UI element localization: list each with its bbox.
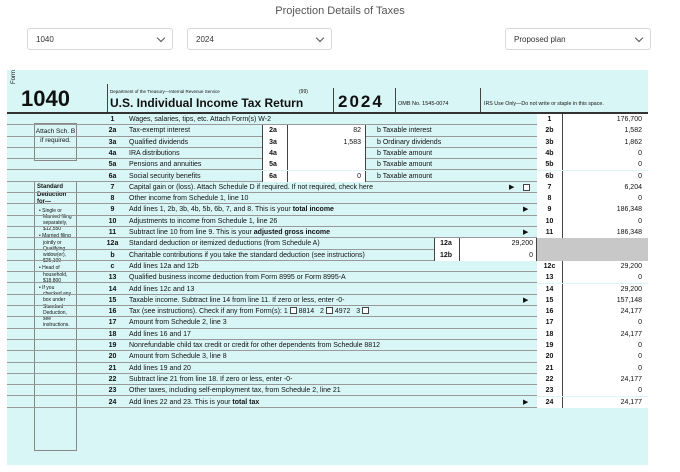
line-description — [129, 374, 292, 385]
omb-number: OMB No. 1545-0074 — [398, 101, 449, 107]
line-description — [129, 329, 191, 340]
right-line-number: 8 — [547, 195, 552, 203]
sub-line-value: 82 — [353, 127, 361, 135]
chevron-down-icon — [635, 33, 643, 41]
line-number: 17 — [108, 319, 117, 327]
arrow-icon: ▶ — [523, 296, 529, 304]
right-line-number: 19 — [545, 342, 554, 349]
form-line-row — [7, 363, 648, 374]
line-desc-text: Add lines 12a and 12b — [129, 262, 199, 270]
sd-item: • Head of household, $18,800 — [39, 265, 68, 284]
line-desc-text: Subtract line 10 from line 9. This is your — [129, 229, 252, 236]
line-number: 15 — [108, 296, 117, 304]
right-line-value: 24,177 — [620, 398, 642, 406]
line-desc-text: Social security benefits — [129, 172, 201, 180]
right-line-description: b Taxable interest — [377, 127, 432, 135]
sub-line-number: 2a — [269, 127, 277, 135]
right-line-value: 176,700 — [616, 116, 642, 123]
arrow-icon: ▶ — [523, 206, 529, 214]
line-number: 2a — [108, 127, 117, 135]
right-line-number: 13 — [545, 274, 554, 282]
right-line-number: 2b — [545, 127, 554, 135]
line-description — [129, 182, 373, 193]
form-line-row — [7, 397, 648, 408]
right-line-number: 4b — [545, 149, 554, 157]
form-line-row — [7, 114, 648, 125]
capital-gain-checkbox[interactable] — [523, 184, 530, 191]
form-8814-checkbox[interactable] — [290, 307, 297, 314]
arrow-icon: ▶ — [523, 398, 529, 406]
form-line-row — [7, 193, 648, 204]
sub-line-number: 4a — [269, 149, 277, 157]
right-line-value: 24,177 — [620, 308, 642, 316]
right-line-number: 17 — [545, 319, 554, 327]
mid-line-value: 29,200 — [511, 240, 533, 248]
chevron-down-icon — [157, 33, 165, 41]
right-line-value: 0 — [638, 319, 642, 327]
line-description — [129, 204, 334, 215]
line-desc-bold: total income — [292, 206, 334, 214]
line-number: 8 — [110, 195, 115, 203]
form-line-row — [7, 272, 648, 283]
line-number: 10 — [108, 217, 117, 225]
line-number: 14 — [108, 285, 117, 293]
right-line-number: 24 — [545, 398, 554, 406]
form-line-row — [7, 340, 648, 351]
line-desc-bold: total tax — [232, 398, 260, 406]
form-line-row — [7, 148, 648, 159]
form-line-row — [7, 351, 648, 362]
right-line-number: 15 — [545, 296, 554, 304]
line-description — [129, 159, 201, 170]
form-select[interactable] — [27, 28, 173, 50]
line-desc-text: Add lines 12c and 13 — [129, 285, 195, 293]
form-line-row — [7, 284, 648, 295]
line-number: 12a — [106, 240, 119, 248]
plan-select-value: Proposed plan — [514, 34, 566, 44]
right-line-value: 0 — [638, 353, 642, 361]
line-desc-text: Tax-exempt interest — [129, 127, 191, 135]
sub-line-number: 3a — [269, 138, 277, 146]
right-line-number: 9 — [547, 206, 552, 214]
right-line-number: 10 — [545, 217, 554, 225]
mid-line-number: 12b — [439, 251, 453, 259]
line-description — [129, 114, 271, 125]
right-line-value: 24,177 — [620, 375, 642, 383]
line-number: 16 — [108, 308, 117, 316]
line-desc-text: Standard deduction or itemized deductions — [129, 240, 262, 248]
right-line-value: 24,177 — [620, 330, 642, 338]
page-title: Projection Details of Taxes — [275, 5, 405, 17]
form-line-row — [7, 137, 648, 148]
line-description — [129, 317, 227, 328]
line-number: 24 — [108, 398, 117, 406]
form-line-row — [7, 261, 648, 272]
right-line-description: b Taxable amount — [377, 172, 433, 180]
line-number: 22 — [108, 375, 117, 383]
right-line-description: b Taxable amount — [377, 161, 433, 169]
standard-deduction-title: Standard Deduction for— — [37, 184, 67, 205]
line-description — [129, 340, 380, 351]
year-select-value: 2024 — [196, 34, 214, 44]
right-line-description: b Ordinary dividends — [377, 138, 442, 146]
line-number: 6a — [108, 172, 117, 180]
form-select-value: 1040 — [36, 34, 54, 44]
right-line-value: 0 — [638, 172, 642, 180]
form-word: Form — [11, 70, 17, 84]
line-desc-text: Adjustments to income from Schedule 1, line 26 — [129, 217, 278, 225]
tax-form-1040 — [7, 70, 648, 465]
form-line-row — [7, 227, 648, 238]
line-desc-text: IRA distributions — [129, 149, 180, 157]
form-3-checkbox[interactable] — [362, 307, 369, 314]
right-line-number: 23 — [545, 387, 554, 395]
line-number: c — [110, 262, 115, 270]
line-number: 1 — [110, 116, 115, 123]
form-4972-label: 4972 — [334, 308, 351, 316]
form-header — [7, 70, 648, 112]
line-description — [129, 148, 180, 159]
sd-item: • Single or Married filing separately, $12,550 — [39, 207, 72, 233]
right-line-description: b Taxable amount — [377, 149, 433, 157]
shaded-area — [537, 238, 648, 261]
right-line-value: 6,204 — [624, 183, 642, 191]
form-line-row — [7, 159, 648, 170]
line-number: 18 — [108, 330, 117, 338]
line-number: 13 — [108, 274, 117, 282]
form-3-label: 3 — [356, 308, 361, 316]
line-desc-text: Add lines 16 and 17 — [129, 330, 191, 338]
line-desc-tail: Subtract line 14 from line 11. If zero or less, enter -0- — [181, 296, 345, 304]
right-line-value: 1,862 — [624, 138, 642, 146]
line-number: 5a — [108, 161, 117, 169]
mid-line-value: 0 — [529, 251, 533, 259]
line-description — [129, 171, 201, 182]
form-line-row — [7, 125, 648, 136]
line-desc-text: Subtract line 21 from line 18. If zero or less, enter -0- — [129, 375, 293, 383]
line-description — [129, 284, 194, 295]
right-line-number: 20 — [545, 353, 554, 361]
sub-line-value: 1,583 — [343, 138, 361, 146]
line-description — [129, 272, 346, 283]
sd-item: • If you checked any box under Standard Deduction, see instructions. — [39, 284, 72, 329]
form-line-row — [7, 216, 648, 227]
line-description — [129, 397, 259, 408]
line-description — [129, 351, 227, 362]
right-line-value: 186,348 — [616, 206, 642, 214]
line-description — [129, 227, 330, 238]
line-desc-text: Add lines 22 and 23. This is your — [129, 398, 231, 406]
right-line-value: 0 — [638, 217, 642, 225]
line-desc-text: Tax (see instructions). Check if any from Form(s): 1 — [129, 308, 288, 316]
sub-line-number: 6a — [269, 172, 277, 180]
right-line-value: 0 — [638, 342, 642, 349]
line-number: 4a — [108, 149, 117, 157]
form-2-label: 2 — [320, 308, 324, 316]
line-desc-text: Charitable contributions if you take the standard deduction (see instructions) — [129, 251, 365, 259]
chevron-down-icon — [316, 33, 324, 41]
line-number: 11 — [108, 229, 117, 236]
line-desc-text: Amount from Schedule 2, line 3 — [129, 319, 227, 327]
irs-use-note: IRS Use Only—Do not write or staple in this space. — [484, 101, 604, 107]
line-desc-text: Qualified business income deduction from Form 8995 or Form 8995-A — [129, 274, 346, 282]
right-line-value: 29,200 — [620, 285, 642, 293]
line-number: b — [110, 251, 115, 259]
form-8814-label: 8814 — [298, 308, 315, 316]
line-description — [129, 125, 190, 136]
right-line-value: 157,148 — [616, 296, 642, 304]
form-line-row — [7, 204, 648, 215]
right-line-number: 3b — [545, 138, 554, 146]
right-line-value: 0 — [638, 161, 642, 169]
line-description — [129, 137, 188, 148]
form-number: 1040 — [21, 86, 70, 111]
form-line-row — [7, 329, 648, 340]
form-line-row — [7, 317, 648, 328]
line-desc-text: Other taxes, including self-employment tax, from Schedule 2, line 21 — [129, 387, 341, 395]
right-line-number: 5b — [545, 161, 554, 169]
right-line-number: 11 — [545, 229, 554, 236]
plan-select[interactable] — [505, 28, 651, 50]
form-line-row — [7, 374, 648, 385]
line-number: 3a — [108, 138, 117, 146]
line-description — [129, 261, 199, 272]
right-line-value: 0 — [638, 274, 642, 282]
line-number: 23 — [108, 387, 117, 395]
line-desc-text: Wages, salaries, tips, etc. Attach Form(s) W-2 — [129, 116, 271, 123]
line-desc-text: Taxable income. — [129, 296, 180, 304]
line-desc-text: Amount from Schedule 3, line 8 — [129, 353, 227, 361]
right-line-value: 1,582 — [624, 127, 642, 135]
right-line-value: 0 — [638, 195, 642, 203]
mid-line-number: 12a — [440, 240, 452, 248]
form-code: (99) — [299, 89, 308, 95]
department-label: Department of the Treasury—Internal Revenue Service — [110, 89, 220, 94]
line-desc-text: Add lines 1, 2b, 3b, 4b, 5b, 6b, 7, and 8. This is your — [129, 206, 291, 214]
line-desc-text: Pensions and annuities — [129, 161, 202, 169]
line-desc-text: Add lines 19 and 20 — [129, 364, 191, 372]
sub-line-number: 5a — [269, 161, 277, 169]
right-line-value: 0 — [638, 387, 642, 395]
right-line-number: 6b — [545, 172, 554, 180]
line-desc-bold: adjusted gross income — [253, 229, 331, 236]
arrow-icon: ▶ — [509, 183, 515, 191]
line-description — [129, 306, 369, 317]
form-line-row — [7, 182, 648, 193]
line-number: 20 — [108, 353, 117, 361]
line-number: 19 — [108, 342, 117, 349]
form-line-row — [7, 295, 648, 306]
right-line-value: 0 — [638, 149, 642, 157]
line-description — [129, 216, 277, 227]
form-line-row — [7, 306, 648, 317]
line-description — [129, 363, 191, 374]
form-title: U.S. Individual Income Tax Return — [110, 96, 304, 110]
right-line-number: 12c — [543, 262, 556, 270]
form-4972-checkbox[interactable] — [326, 307, 333, 314]
right-line-value: 29,200 — [620, 262, 642, 270]
right-line-number: 1 — [547, 116, 552, 123]
right-line-number: 22 — [545, 375, 554, 383]
line-desc-text: Capital gain or (loss). Attach Schedule D if required. If not required, check here — [129, 183, 373, 191]
right-line-number: 14 — [545, 285, 554, 293]
line-description — [129, 238, 320, 249]
right-line-number: 16 — [545, 308, 554, 316]
line-description — [129, 385, 341, 396]
line-desc-text: Nonrefundable child tax credit or credit for other dependents from Schedule 8812 — [129, 342, 380, 349]
form-line-row — [7, 385, 648, 396]
line-desc-tail: (from Schedule A) — [263, 240, 320, 248]
line-desc-text: Other income from Schedule 1, line 10 — [129, 195, 249, 203]
line-description — [129, 295, 344, 306]
right-line-number: 21 — [545, 364, 554, 372]
sub-line-value: 0 — [357, 172, 361, 180]
sd-item: • Married filing jointly or Qualifying widow(er), $25,100 — [39, 233, 71, 265]
line-description — [129, 250, 365, 261]
right-line-number: 7 — [547, 183, 552, 191]
right-line-value: 0 — [638, 364, 642, 372]
attach-note: Attach Sch. B if required. — [34, 123, 77, 161]
line-number: 9 — [110, 206, 115, 214]
line-desc-text: Qualified dividends — [129, 138, 189, 146]
form-line-row — [7, 171, 648, 182]
line-number: 7 — [110, 183, 115, 191]
right-line-number: 18 — [545, 330, 554, 338]
right-line-value: 186,348 — [616, 229, 642, 236]
line-number: 21 — [108, 364, 117, 372]
year-select[interactable] — [187, 28, 332, 50]
form-year: 2024 — [338, 92, 384, 111]
arrow-icon: ▶ — [523, 229, 529, 236]
line-description — [129, 193, 248, 204]
